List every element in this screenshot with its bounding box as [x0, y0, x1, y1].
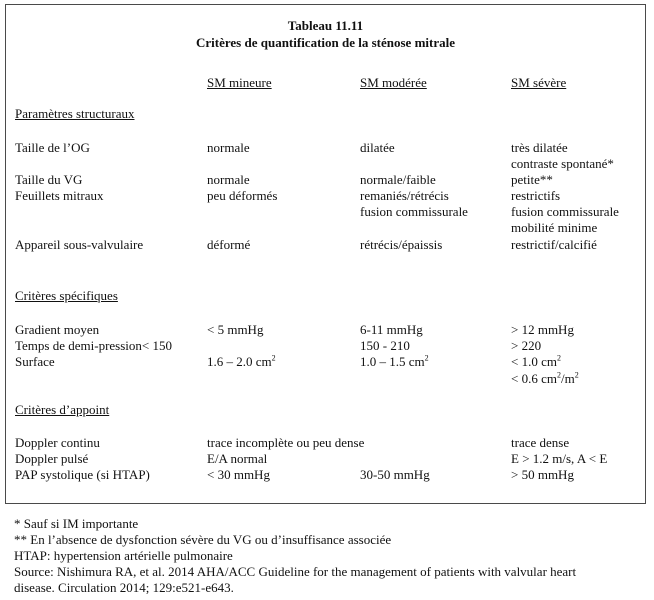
- row-label: Gradient moyen: [15, 322, 100, 337]
- cell-severe: fusion commissurale: [511, 204, 619, 219]
- cell-severe: < 0.6 $cm^2/m^2$: [511, 370, 579, 386]
- cell-moderate: rétrécis/épaissis: [360, 237, 443, 252]
- cell-severe: mobilité minime: [511, 220, 598, 235]
- footnote: HTAP: hypertension artérielle pulmonaire: [14, 548, 233, 563]
- row-label: Doppler continu: [15, 435, 100, 450]
- section-heading-supporting: Critères d’appoint: [15, 402, 110, 417]
- cell-mild: déformé: [207, 237, 251, 252]
- footnote: * Sauf si IM importante: [14, 516, 139, 531]
- cell-mild: 1.6 – 2.0 $cm^2$: [207, 353, 276, 369]
- cell-severe: contraste spontané*: [511, 156, 614, 171]
- section-heading-specific: Critères spécifiques: [15, 288, 118, 303]
- cell-moderate: 6-11 mmHg: [360, 322, 423, 337]
- footnote: disease. Circulation 2014; 129:e521-e643.: [14, 580, 234, 595]
- cell-moderate: 150 - 210: [360, 338, 410, 353]
- table-frame: [5, 4, 646, 504]
- footnote: Source: Nishimura RA, et al. 2014 AHA/ACC Guideline for the management of patients with valvular heart: [14, 564, 577, 579]
- cell-severe: petite**: [511, 172, 553, 187]
- footnote: ** En l’absence de dysfonction sévère du VG ou d’insuffisance associée: [14, 532, 392, 547]
- cell-severe: restrictif/calcifié: [511, 237, 597, 252]
- cell-severe: > 50 mmHg: [511, 467, 574, 482]
- cell-mild: < 30 mmHg: [207, 467, 270, 482]
- row-label: Appareil sous-valvulaire: [15, 237, 144, 252]
- row-label: PAP systolique (si HTAP): [15, 467, 150, 482]
- cell-moderate: 30-50 mmHg: [360, 467, 430, 482]
- cell-mild: trace incomplète ou peu dense: [207, 435, 365, 450]
- cell-moderate: normale/faible: [360, 172, 436, 187]
- cell-severe: > 220: [511, 338, 542, 353]
- cell-mild: < 5 mmHg: [207, 322, 264, 337]
- cell-severe: < 1.0 $cm^2$: [511, 353, 561, 369]
- cell-severe: très dilatée: [511, 140, 568, 155]
- cell-moderate: dilatée: [360, 140, 395, 155]
- cell-mild: normale: [207, 172, 250, 187]
- column-header-mild: SM mineure: [207, 75, 272, 90]
- cell-severe: trace dense: [511, 435, 570, 450]
- cell-severe: E > 1.2 m/s, A < E: [511, 451, 608, 466]
- column-header-moderate: SM modérée: [360, 75, 427, 90]
- cell-moderate: fusion commissurale: [360, 204, 468, 219]
- row-label: Taille du VG: [15, 172, 83, 187]
- cell-moderate: 1.0 – 1.5 $cm^2$: [360, 353, 429, 369]
- section-heading-structural: Paramètres structuraux: [15, 106, 135, 121]
- cell-moderate: remaniés/rétrécis: [360, 188, 449, 203]
- row-label: Doppler pulsé: [15, 451, 89, 466]
- table-title: Tableau 11.11: [287, 18, 364, 33]
- cell-mild: peu déformés: [207, 188, 278, 203]
- cell-mild: normale: [207, 140, 250, 155]
- row-label: Taille de l’OG: [15, 140, 90, 155]
- row-label: Surface: [15, 354, 55, 369]
- row-label: Temps de demi-pression< 150: [15, 338, 172, 353]
- row-label: Feuillets mitraux: [15, 188, 104, 203]
- cell-severe: > 12 mmHg: [511, 322, 574, 337]
- cell-mild: E/A normal: [207, 451, 268, 466]
- column-header-severe: SM sévère: [511, 75, 567, 90]
- table-subtitle: Critères de quantification de la sténose mitrale: [196, 35, 455, 50]
- cell-severe: restrictifs: [511, 188, 561, 203]
